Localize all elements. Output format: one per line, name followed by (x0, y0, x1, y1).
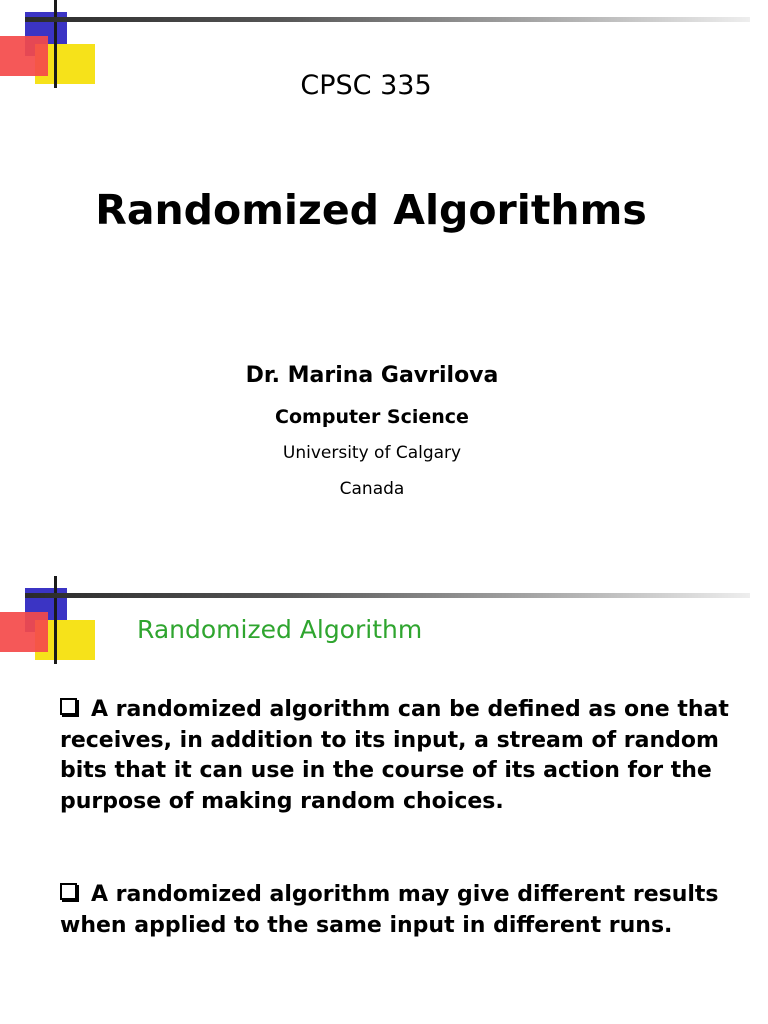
university: University of Calgary (282, 443, 462, 463)
checkbox-bullet-icon (60, 698, 77, 715)
bullet-item (60, 695, 750, 817)
colored-squares-logo-icon (0, 576, 100, 676)
country: Canada (339, 479, 405, 499)
bullet-text: A randomized algorithm may give different results when applied to the same input in different runs. (60, 882, 719, 938)
slide-heading: Randomized Algorithm (137, 615, 423, 644)
course-code: CPSC 335 (300, 70, 432, 101)
header-rule (25, 17, 750, 22)
bullet-item (60, 880, 750, 941)
vertical-rule (54, 576, 57, 664)
checkbox-bullet-icon (60, 883, 77, 900)
department: Computer Science (275, 406, 469, 428)
red-square (0, 612, 48, 652)
bullet-text: A randomized algorithm can be defined as one that receives, in addition to its input, a stream of random bits that it can use in the course of its action for the purpose of making random choices. (60, 697, 729, 814)
header-rule (25, 593, 750, 598)
author-name: Dr. Marina Gavrilova (245, 363, 499, 388)
slide-title: Randomized Algorithms (95, 186, 647, 234)
content-slide (0, 576, 768, 1024)
